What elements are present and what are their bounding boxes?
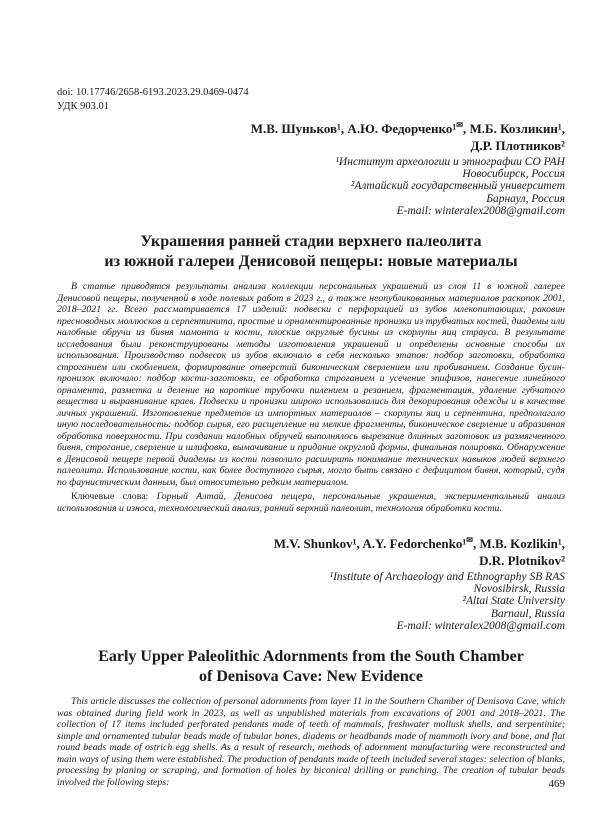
affiliation-line: Барнаул, Россия [486,192,565,205]
udc: УДК 903.01 [57,100,110,112]
authors-ru-line1b: , М.Б. Козликин¹, [462,121,565,136]
keywords-text: Горный Алтай, Денисова пещера, персональные украшения, экспериментальный анализ использования и износа, технологический анализ, ранний верхний палеолит, технология обработки кости. [57,491,566,514]
affiliation-line: Новосибирск, Россия [462,168,565,181]
affiliation-line: ¹Институт археологии и этнографии СО РАН [335,156,565,168]
authors-ru [57,120,565,154]
abstract-ru: В статье приводятся результаты анализа коллекции персональных украшений из слоя 11 в южной галерее Денисовой пещеры, полученной в ходе полевых работ в 2023 г., а также неопубликованных материалов раскопок 2001, 2018–2021 гг. Всего рассматривается 17 изделий: подвески с перфорацией из зубов млекопитающих, раковин пресноводных моллюсков и серпентинита, простые и орнаментированные пронизки из трубчатых костей, диадемы или налобные обручи из бивня мамонта и кости, плоские округлые бусины из скорлупы яиц страуса. В результате исследования были реконструированы методы изготовления украшений и определены основные способы их использования. Производство подвесок из зубов включало в себя несколько этапов: подбор заготовки, обработка строганием или скоблением, формирование отверстий биконическим сверлением или пробиванием. Создание бусин-пронизок включало: подбор кости-заготовки, ее обработка строганием и усечение эпифизов, нанесение линейного орнамента, разметка и деление на короткие трубочки пилением и резанием, фрагментация, удаление губчатого вещества и выравнивание краев. Подвески и пронизки широко использовались для декорирования одежды и в качестве личных украшений. Изготовление предметов из импортных материалов – скорлупы яиц и серпентина, предполагало иную последовательность: подбор сырья, его расщепление на мелкие фрагменты, биконическое сверление и абразивная обработка поверхности. При создании налобных обручей выполнялось вырезание длинных заготовок из размягченного бивня, строгание, сверление и шлифовка, вымачивание и придание округлой формы, финальная полировка. Обнаружение в Денисовой пещере первой диадемы из кости позволило расширить понимание технических навыков людей верхнего палеолита. Использование кости, как более доступного сырья, могло быть связано с дефицитом бивня, который, судя по фаунистическим данным, был относительно редким материалом. [57,281,565,488]
title-ru-line2: из южной галереи Денисовой пещеры: новые материалы [104,253,518,271]
authors-ru-line1: М.В. Шуньков¹, А.Ю. Федорченко¹ [250,121,457,136]
keywords-ru [57,491,565,514]
title-en-line1: Early Upper Paleolithic Adornments from the South Chamber [98,648,524,666]
affiliation-email: E-mail: winteralex2008@gmail.com [396,619,565,632]
keywords-label: Ключевые слова: [71,491,149,503]
authors-en-line1b: , M.B. Kozlikin¹, [472,536,565,552]
authors-en [57,535,565,569]
envelope-icon: ✉ [466,535,473,545]
authors-en-line1: M.V. Shunkov¹, A.Y. Fedorchenko¹ [273,536,467,552]
affiliation-en [57,571,565,632]
affiliation-line: ²Altai State University [462,595,565,608]
affiliation-ru [57,156,565,217]
title-ru [57,232,565,272]
affiliation-line: Novosibirsk, Russia [473,583,565,596]
title-ru-line1: Украшения ранней стадии верхнего палеолита [140,233,482,251]
authors-en-line2: D.R. Plotnikov² [479,553,565,569]
doi: doi: 10.17746/2658-6193.2023.29.0469-0474 [57,87,249,98]
affiliation-email: E-mail: winteralex2008@gmail.com [396,204,565,217]
page-number: 469 [548,778,565,790]
authors-ru-line2: Д.Р. Плотников² [470,138,565,153]
affiliation-line: Barnaul, Russia [490,607,565,620]
envelope-icon: ✉ [456,120,463,130]
affiliation-line: ²Алтайский государственный университет [350,180,565,193]
title-en-line2: of Denisova Cave: New Evidence [199,668,423,686]
title-en [57,647,565,687]
abstract-en: This article discusses the collection of personal adornments from layer 11 in the Southern Chamber of Denisova Cave, which was obtained during field work in 2023, as well as unpublished materials from excavations of 2001 and 2018–2021. The collection of 17 items included perforated pendants made of teeth of mammals, freshwater mollusk shells, and serpentinite; simple and ornamented tubular beads made of tubular bones, diadems or headbands made of mammoth ivory and bone, and flat round beads made of ostrich egg shells. As a result of research, methods of adornment manufacturing were reconstructed and main ways of using them were established. The production of pendants made of teeth included several stages: selection of blanks, processing by planing or scraping, and formation of holes by biconical drilling or punching. The creation of tubular beads involved the following steps: [57,696,565,788]
affiliation-line: ¹Institute of Archaeology and Ethnography SB RAS [329,571,565,584]
header-meta [57,86,565,113]
